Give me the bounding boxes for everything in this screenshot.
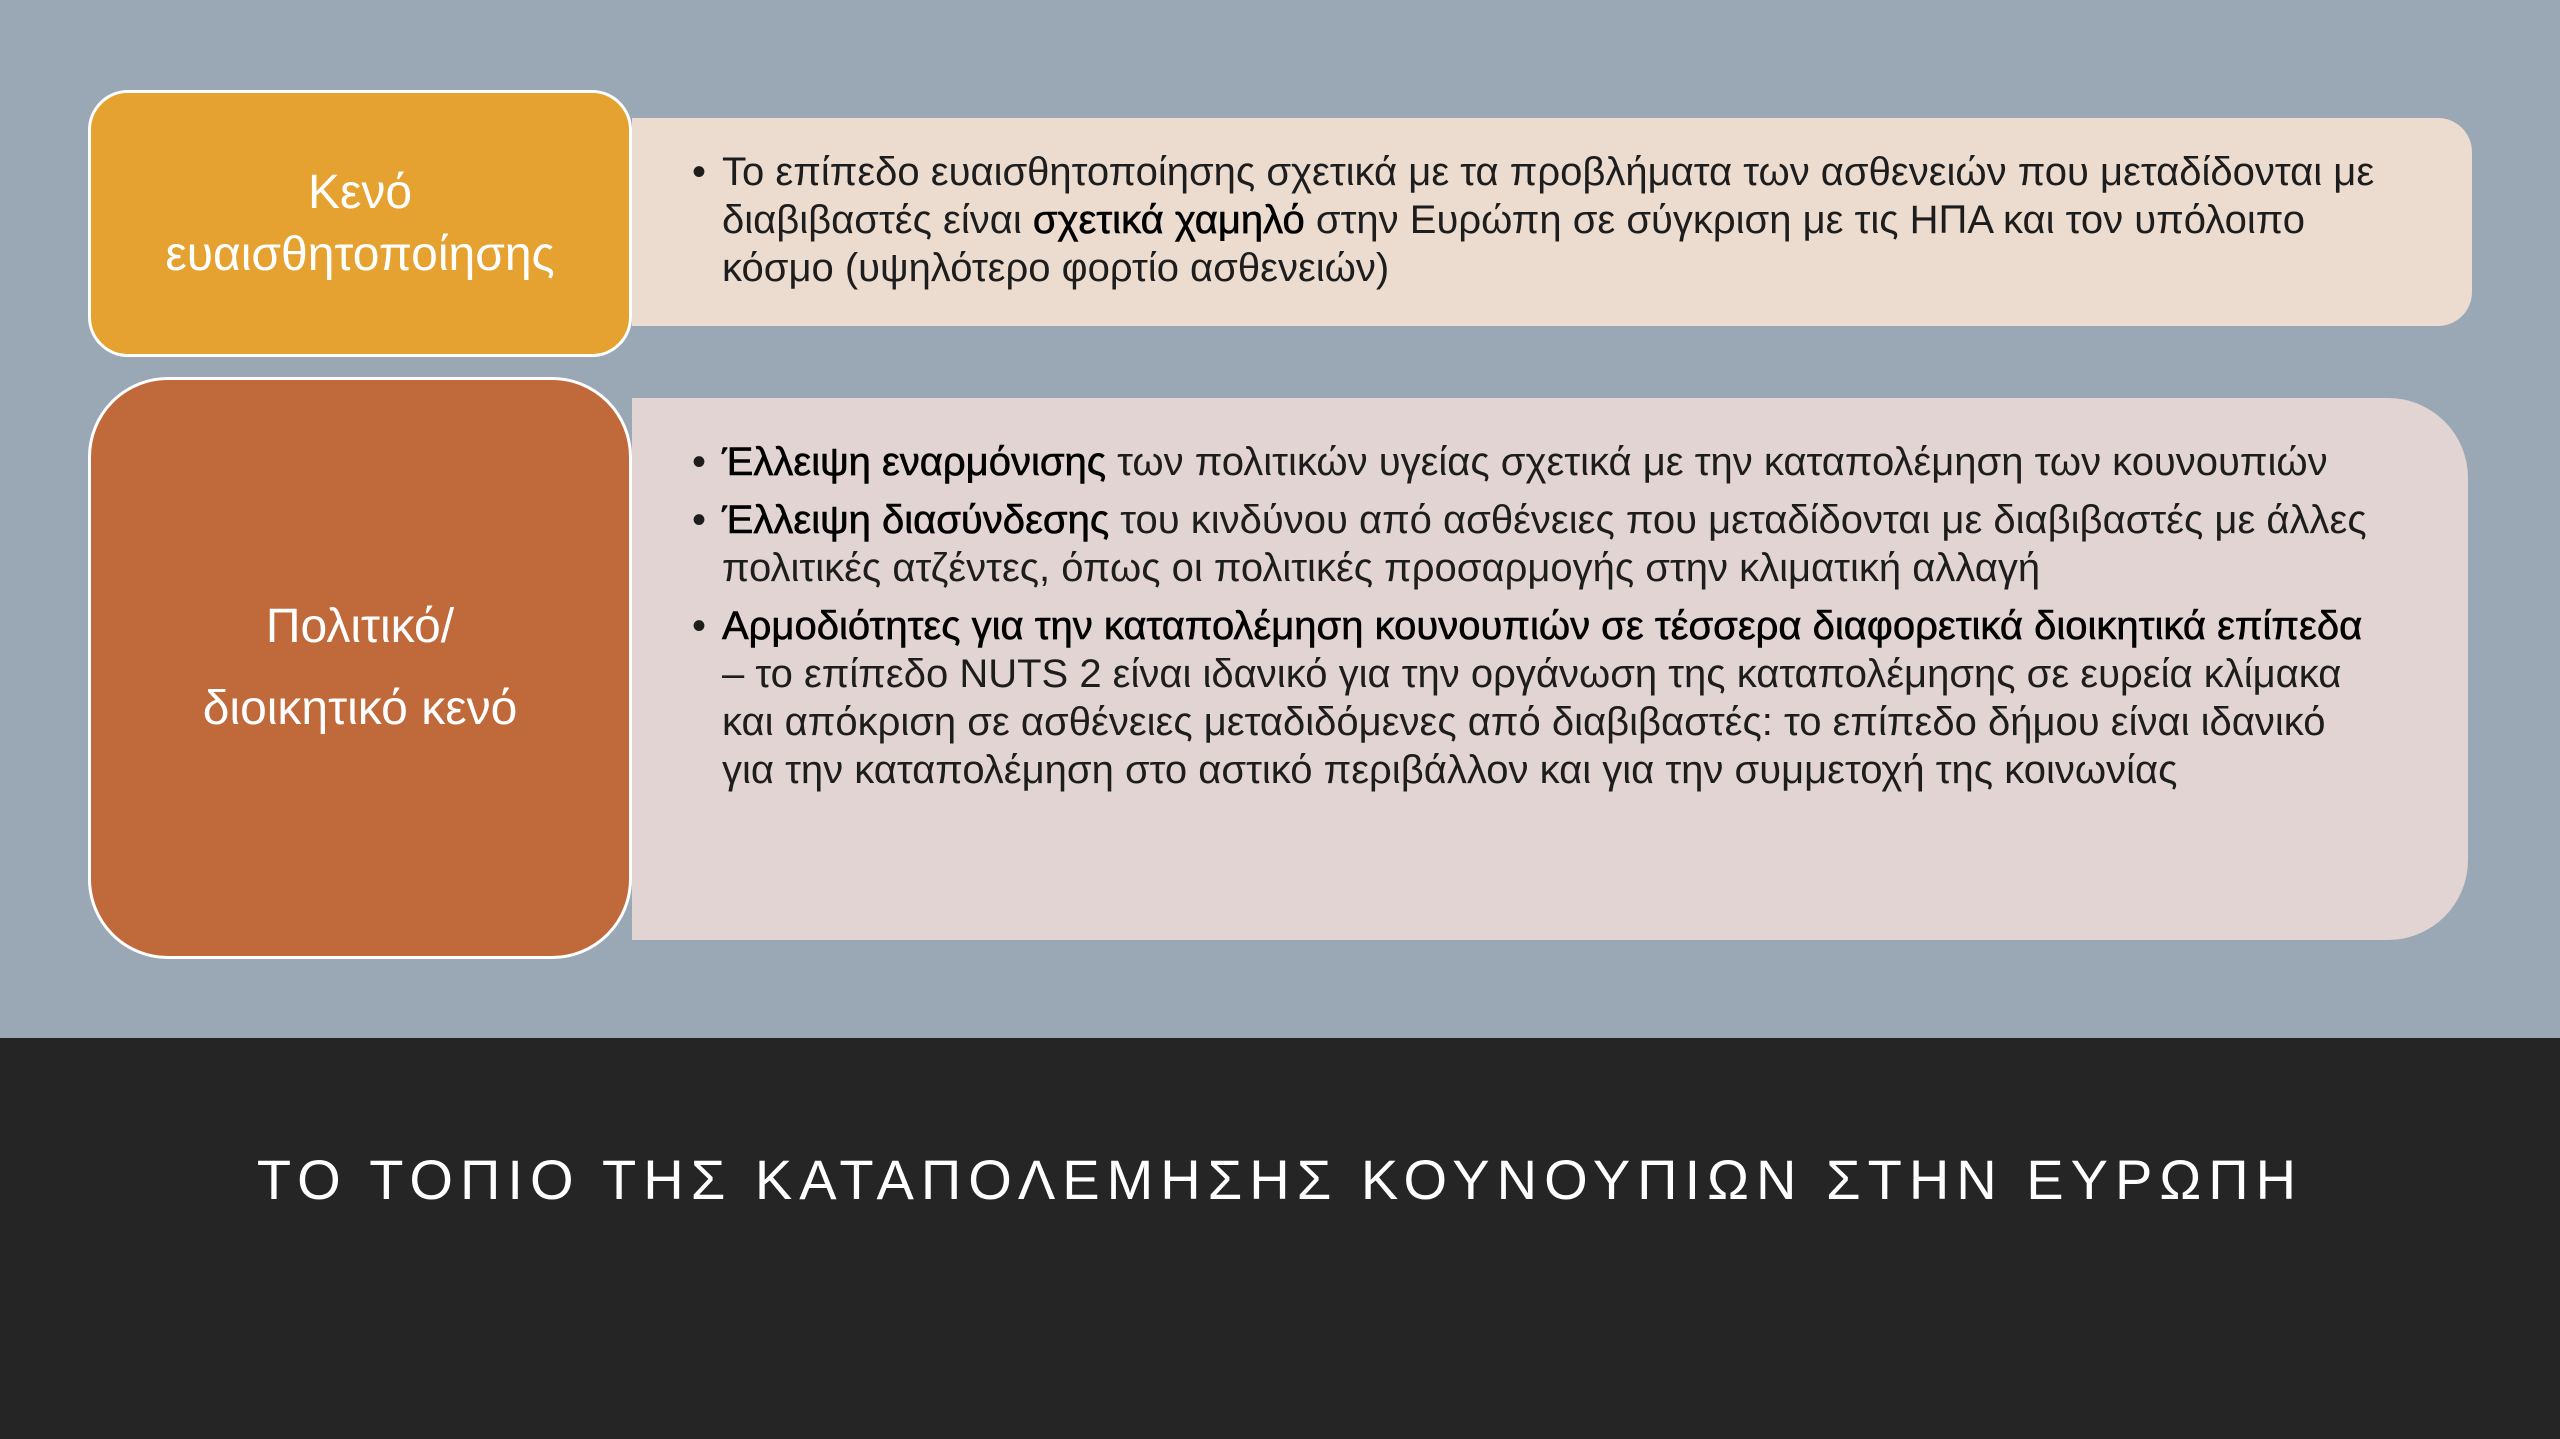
slide-title: ΤΟ ΤΟΠΙΟ ΤΗΣ ΚΑΤΑΠΟΛΕΜΗΣΗΣ ΚΟΥΝΟΥΠΙΩΝ ΣΤΗΝ ΕΥΡΩΠΗ — [256, 1148, 2304, 1211]
policy-gap-content — [632, 398, 2468, 940]
policy-gap-label-line2: διοικητικό κενό — [202, 682, 518, 735]
policy-bullet-3-emphasis: Αρμοδιότητες για την καταπολέμηση κουνουπιών σε τέσσερα διαφορετικά διοικητικά επίπεδα — [722, 604, 2363, 648]
awareness-gap-label — [88, 90, 632, 357]
awareness-bullet-1-emphasis: σχετικά χαμηλό — [1032, 198, 1305, 242]
policy-gap-label — [88, 377, 632, 959]
policy-bullet-2-text: του κινδύνου από ασθένειες που μεταδίδονται με διαβιβαστές με άλλες πολιτικές ατζέντες, όπως οι πολιτικές προσαρμογής στην κλιματική αλλαγή — [722, 498, 2367, 590]
title-band — [0, 1038, 2560, 1439]
policy-bullet-2 — [692, 496, 2388, 592]
policy-bullet-3 — [692, 602, 2388, 794]
policy-bullet-2-emphasis: Έλλειψη διασύνδεσης — [722, 498, 1110, 542]
policy-gap-label-line1: Πολιτικό/ — [265, 600, 455, 653]
awareness-gap-content — [632, 118, 2472, 326]
policy-bullet-1 — [692, 438, 2388, 486]
awareness-bullet-1-text-b: στην Ευρώπη σε σύγκριση με τις ΗΠΑ και τον υπόλοιπο κόσμο (υψηλότερο φορτίο ασθενειών) — [722, 198, 2305, 290]
policy-bullet-1-emphasis: Έλλειψη εναρμόνισης — [722, 440, 1107, 484]
policy-gap-bullets — [692, 438, 2388, 794]
awareness-gap-label-line1: Κενό — [307, 165, 413, 219]
awareness-gap-label-line2: ευαισθητοποίησης — [165, 227, 555, 281]
awareness-bullet-1 — [692, 148, 2392, 292]
policy-bullet-3-text: – το επίπεδο NUTS 2 είναι ιδανικό για την οργάνωση της καταπολέμησης σε ευρεία κλίμακα και απόκριση σε ασθένειες μεταδιδόμενες από διαβιβαστές: το επίπεδο δήμου είναι ιδανικό για την καταπολέμηση στο αστικό περιβάλλον και για την συμμετοχή της κοινωνίας — [722, 652, 2342, 792]
awareness-bullet-1-text-a: Το επίπεδο ευαισθητοποίησης σχετικά με τα προβλήματα των ασθενειών που μεταδίδονται με διαβιβαστές είναι — [722, 150, 2375, 242]
policy-bullet-1-text: των πολιτικών υγείας σχετικά με την καταπολέμηση των κουνουπιών — [1106, 440, 2328, 484]
awareness-gap-bullets — [692, 148, 2392, 292]
